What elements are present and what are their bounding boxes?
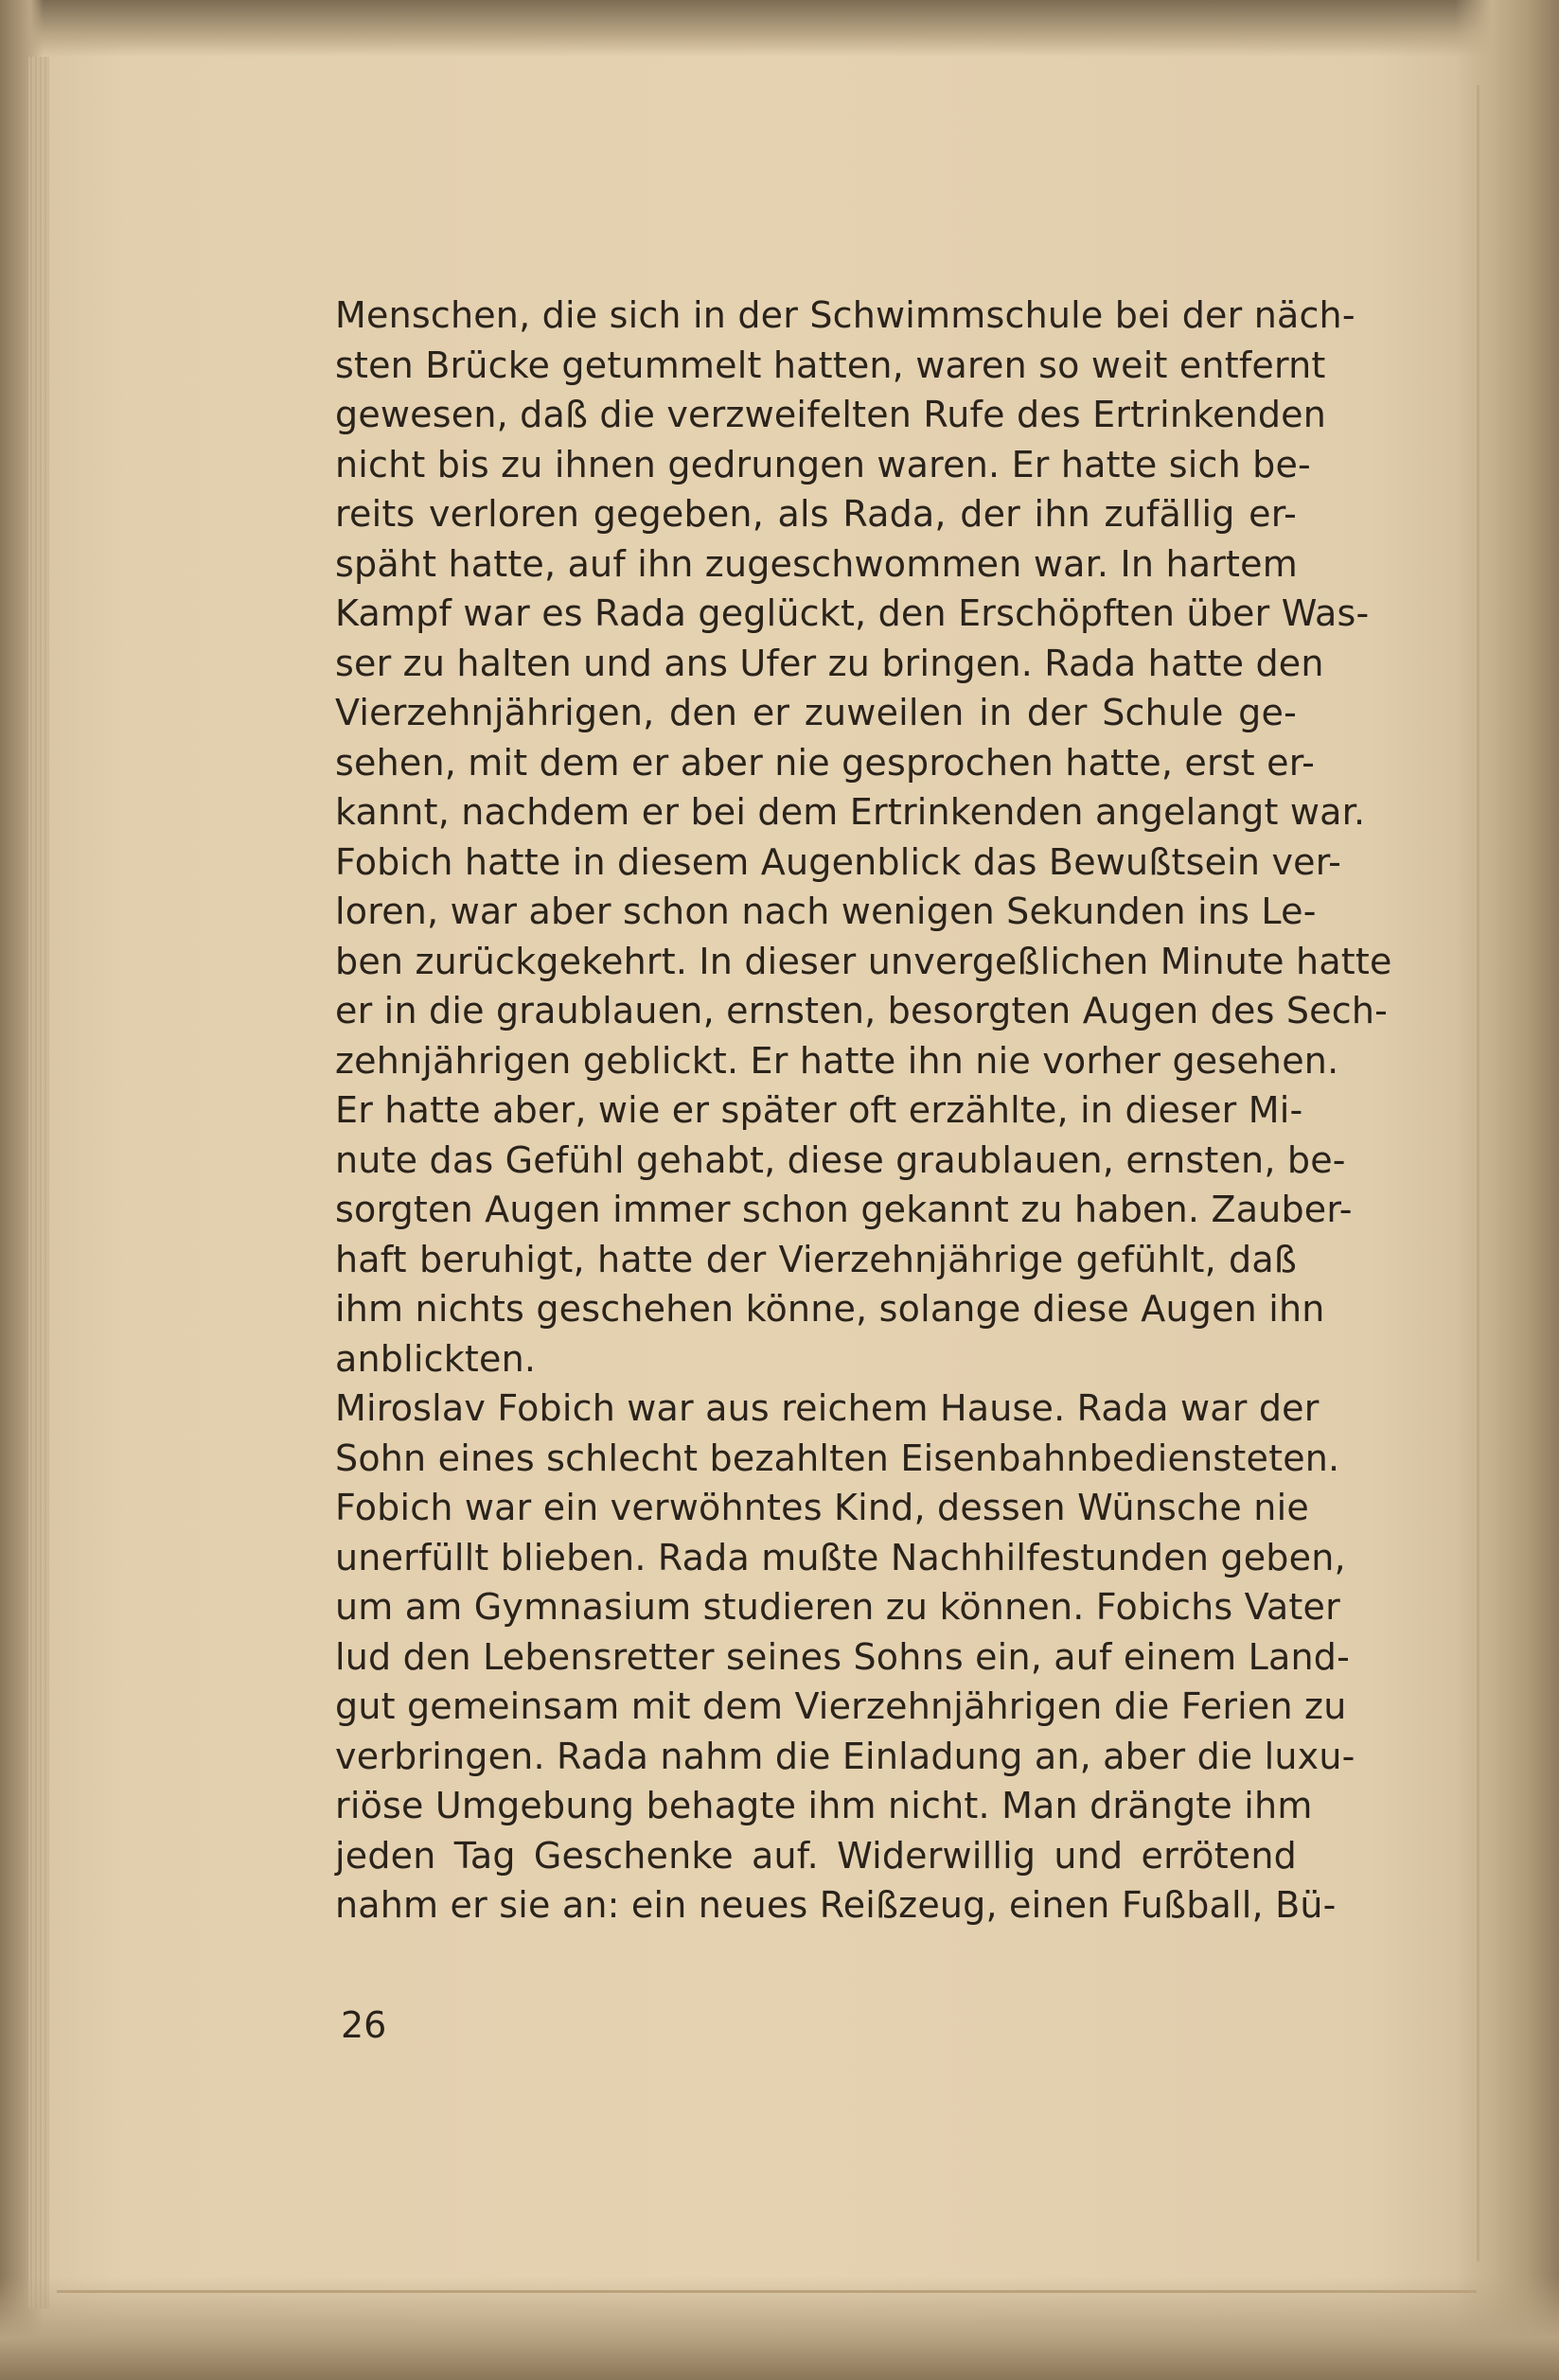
text-line: gewesen, daß die verzweifelten Rufe des Ertrinkenden: [335, 394, 1327, 435]
text-line: sorgten Augen immer schon gekannt zu haben. Zauber-: [335, 1189, 1353, 1230]
text-line: zehnjährigen geblickt. Er hatte ihn nie vorher gesehen.: [335, 1039, 1339, 1082]
text-line: haft beruhigt, hatte der Vierzehnjährige gefühlt, daß: [335, 1238, 1297, 1280]
text-line: Menschen, die sich in der Schwimmschule bei der näch-: [335, 294, 1355, 336]
text-line: sten Brücke getummelt hatten, waren so weit entfernt: [335, 344, 1326, 386]
text-line: reits verloren gegeben, als Rada, der ihn zufällig er-: [335, 493, 1297, 535]
text-line: unerfüllt blieben. Rada mußte Nachhilfestunden geben,: [335, 1536, 1346, 1578]
text-line: Er hatte aber, wie er später oft erzählte, in dieser Mi-: [335, 1089, 1303, 1131]
text-line-paragraph-end: anblickten.: [335, 1337, 537, 1380]
body-text: [335, 291, 1392, 1930]
book-gutter: [1455, 0, 1559, 2380]
text-line: um am Gymnasium studieren zu können. Fobichs Vater: [335, 1586, 1340, 1628]
text-line: nute das Gefühl gehabt, diese graublauen, ernsten, be-: [335, 1138, 1346, 1181]
page-bottom-edge: [57, 2290, 1477, 2293]
book-cover-top-edge: [0, 0, 1559, 57]
page-stack-edges: [28, 57, 49, 2309]
text-line: nahm er sie an: ein neues Reißzeug, einen Fußball, Bü-: [335, 1884, 1337, 1926]
gutter-fold-line: [1477, 85, 1479, 2262]
text-line: Vierzehnjährigen, den er zuweilen in der Schule ge-: [335, 692, 1297, 733]
text-line: verbringen. Rada nahm die Einladung an, aber die luxu-: [335, 1735, 1355, 1777]
text-line: ben zurückgekehrt. In dieser unvergeßlichen Minute hatte: [335, 940, 1392, 982]
text-line: lud den Lebensretter seines Sohns ein, auf einem Land-: [335, 1635, 1350, 1678]
text-line: loren, war aber schon nach wenigen Sekunden ins Le-: [335, 890, 1317, 932]
text-line: er in die graublauen, ernsten, besorgten Augen des Sech-: [335, 990, 1389, 1031]
text-line: Kampf war es Rada geglückt, den Erschöpften über Was-: [335, 592, 1370, 634]
text-line: jeden Tag Geschenke auf. Widerwillig und errötend: [335, 1834, 1297, 1877]
text-line: späht hatte, auf ihn zugeschwommen war. In hartem: [335, 542, 1298, 585]
text-line: Fobich hatte in diesem Augenblick das Bewußtsein ver-: [335, 840, 1342, 883]
text-line: ihm nichts geschehen könne, solange diese Augen ihn: [335, 1288, 1325, 1330]
text-line: sehen, mit dem er aber nie gesprochen hatte, erst er-: [335, 741, 1316, 784]
text-line: ser zu halten und ans Ufer zu bringen. Rada hatte den: [335, 642, 1324, 684]
text-line: nicht bis zu ihnen gedrungen waren. Er hatte sich be-: [335, 443, 1311, 485]
text-line: Miroslav Fobich war aus reichem Hause. Rada war der: [335, 1387, 1320, 1429]
text-line: kannt, nachdem er bei dem Ertrinkenden angelangt war.: [335, 791, 1366, 833]
text-line: Sohn eines schlecht bezahlten Eisenbahnbediensteten.: [335, 1437, 1340, 1479]
text-line: riöse Umgebung behagte ihm nicht. Man drängte ihm: [335, 1785, 1313, 1826]
text-line: gut gemeinsam mit dem Vierzehnjährigen die Ferien zu: [335, 1685, 1347, 1727]
page-number: 26: [341, 2004, 387, 2046]
text-line: Fobich war ein verwöhntes Kind, dessen Wünsche nie: [335, 1487, 1309, 1528]
